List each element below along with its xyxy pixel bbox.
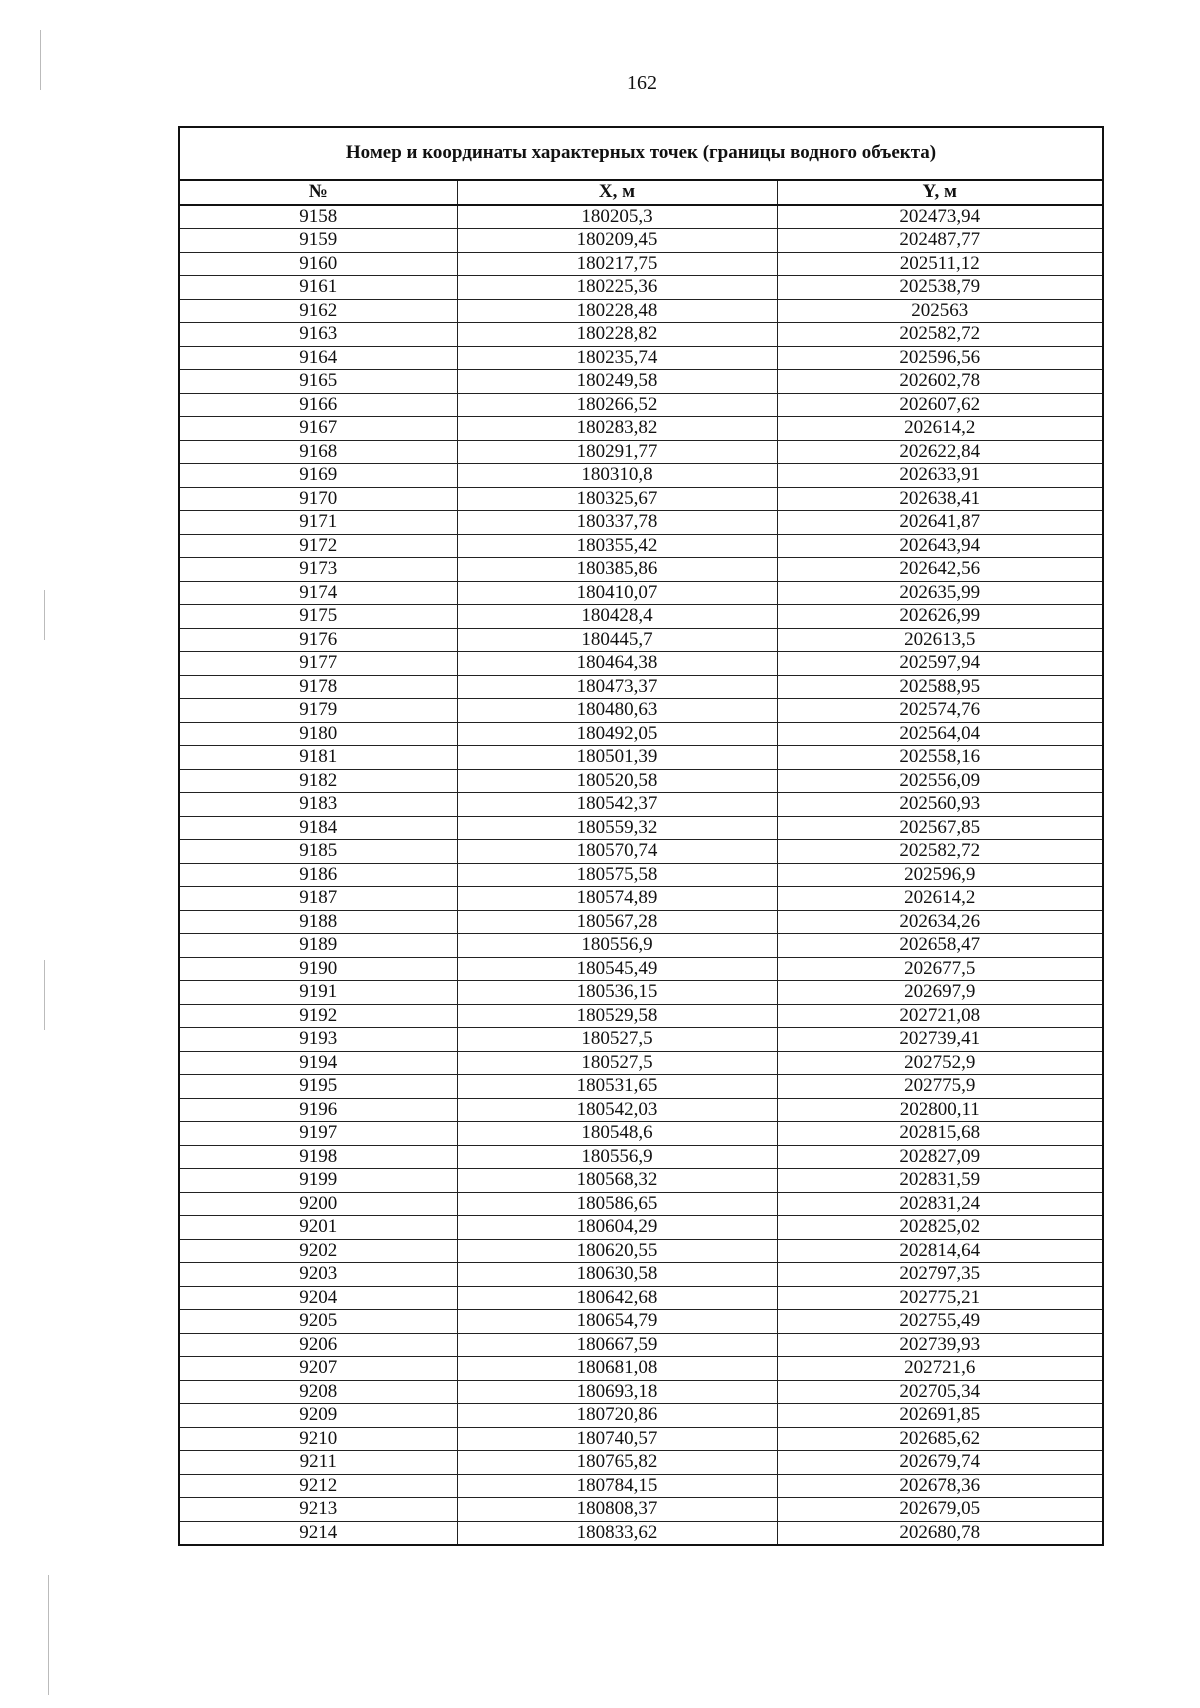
table-row — [179, 1169, 1103, 1193]
cell-x: 180520,58 — [457, 769, 777, 793]
table-row — [179, 534, 1103, 558]
table-row — [179, 558, 1103, 582]
table-row — [179, 1310, 1103, 1334]
cell-x: 180545,49 — [457, 957, 777, 981]
cell-x: 180310,8 — [457, 464, 777, 488]
cell-y: 202613,5 — [777, 628, 1103, 652]
cell-y: 202556,09 — [777, 769, 1103, 793]
cell-y: 202721,6 — [777, 1357, 1103, 1381]
cell-y: 202622,84 — [777, 440, 1103, 464]
cell-x: 180527,5 — [457, 1051, 777, 1075]
cell-y: 202642,56 — [777, 558, 1103, 582]
cell-num: 9164 — [179, 346, 457, 370]
cell-x: 180548,6 — [457, 1122, 777, 1146]
cell-y: 202597,94 — [777, 652, 1103, 676]
table-row — [179, 229, 1103, 253]
cell-x: 180228,48 — [457, 299, 777, 323]
cell-num: 9181 — [179, 746, 457, 770]
cell-y: 202487,77 — [777, 229, 1103, 253]
cell-y: 202755,49 — [777, 1310, 1103, 1334]
cell-num: 9189 — [179, 934, 457, 958]
cell-y: 202680,78 — [777, 1521, 1103, 1545]
cell-y: 202721,08 — [777, 1004, 1103, 1028]
table-row — [179, 652, 1103, 676]
table-row — [179, 1239, 1103, 1263]
cell-y: 202797,35 — [777, 1263, 1103, 1287]
table-row — [179, 957, 1103, 981]
table-row — [179, 1451, 1103, 1475]
cell-y: 202582,72 — [777, 323, 1103, 347]
table-row — [179, 1004, 1103, 1028]
cell-x: 180291,77 — [457, 440, 777, 464]
table-row — [179, 793, 1103, 817]
cell-y: 202705,34 — [777, 1380, 1103, 1404]
cell-x: 180720,86 — [457, 1404, 777, 1428]
cell-y: 202588,95 — [777, 675, 1103, 699]
cell-num: 9180 — [179, 722, 457, 746]
cell-x: 180385,86 — [457, 558, 777, 582]
cell-num: 9182 — [179, 769, 457, 793]
table-row — [179, 1051, 1103, 1075]
cell-y: 202677,5 — [777, 957, 1103, 981]
cell-num: 9190 — [179, 957, 457, 981]
cell-y: 202775,9 — [777, 1075, 1103, 1099]
cell-x: 180556,9 — [457, 1145, 777, 1169]
cell-x: 180531,65 — [457, 1075, 777, 1099]
cell-y: 202558,16 — [777, 746, 1103, 770]
cell-num: 9210 — [179, 1427, 457, 1451]
cell-y: 202582,72 — [777, 840, 1103, 864]
table-row — [179, 252, 1103, 276]
cell-num: 9201 — [179, 1216, 457, 1240]
cell-x: 180464,38 — [457, 652, 777, 676]
table-row — [179, 1216, 1103, 1240]
cell-num: 9195 — [179, 1075, 457, 1099]
cell-num: 9202 — [179, 1239, 457, 1263]
header-row — [179, 180, 1103, 205]
table-caption: Номер и координаты характерных точек (границы водного объекта) — [179, 127, 1103, 180]
cell-x: 180536,15 — [457, 981, 777, 1005]
cell-x: 180570,74 — [457, 840, 777, 864]
cell-y: 202607,62 — [777, 393, 1103, 417]
cell-y: 202634,26 — [777, 910, 1103, 934]
cell-num: 9179 — [179, 699, 457, 723]
table-row — [179, 1286, 1103, 1310]
table-row — [179, 1028, 1103, 1052]
cell-x: 180492,05 — [457, 722, 777, 746]
table-row — [179, 370, 1103, 394]
cell-y: 202831,59 — [777, 1169, 1103, 1193]
cell-x: 180337,78 — [457, 511, 777, 535]
cell-x: 180445,7 — [457, 628, 777, 652]
cell-x: 180235,74 — [457, 346, 777, 370]
cell-num: 9176 — [179, 628, 457, 652]
table-row — [179, 746, 1103, 770]
cell-x: 180620,55 — [457, 1239, 777, 1263]
cell-y: 202633,91 — [777, 464, 1103, 488]
cell-num: 9169 — [179, 464, 457, 488]
cell-num: 9161 — [179, 276, 457, 300]
table-row — [179, 722, 1103, 746]
table-row — [179, 1498, 1103, 1522]
table-row — [179, 393, 1103, 417]
table-row — [179, 675, 1103, 699]
table-row — [179, 464, 1103, 488]
cell-num: 9186 — [179, 863, 457, 887]
cell-num: 9203 — [179, 1263, 457, 1287]
table-row — [179, 840, 1103, 864]
cell-num: 9209 — [179, 1404, 457, 1428]
cell-num: 9196 — [179, 1098, 457, 1122]
cell-y: 202511,12 — [777, 252, 1103, 276]
table-row — [179, 205, 1103, 229]
cell-y: 202638,41 — [777, 487, 1103, 511]
table-row — [179, 487, 1103, 511]
cell-num: 9198 — [179, 1145, 457, 1169]
cell-num: 9187 — [179, 887, 457, 911]
cell-num: 9173 — [179, 558, 457, 582]
table-row — [179, 816, 1103, 840]
table-row — [179, 934, 1103, 958]
cell-y: 202685,62 — [777, 1427, 1103, 1451]
header-x: X, м — [457, 180, 777, 205]
table-row — [179, 1263, 1103, 1287]
table-row — [179, 910, 1103, 934]
table-row — [179, 1474, 1103, 1498]
cell-x: 180765,82 — [457, 1451, 777, 1475]
cell-num: 9165 — [179, 370, 457, 394]
cell-y: 202560,93 — [777, 793, 1103, 817]
cell-num: 9162 — [179, 299, 457, 323]
cell-x: 180740,57 — [457, 1427, 777, 1451]
table-row — [179, 1357, 1103, 1381]
table-row — [179, 1192, 1103, 1216]
cell-y: 202567,85 — [777, 816, 1103, 840]
cell-num: 9167 — [179, 417, 457, 441]
cell-y: 202538,79 — [777, 276, 1103, 300]
cell-y: 202563 — [777, 299, 1103, 323]
cell-y: 202643,94 — [777, 534, 1103, 558]
table-row — [179, 1333, 1103, 1357]
cell-x: 180559,32 — [457, 816, 777, 840]
cell-y: 202473,94 — [777, 205, 1103, 229]
table-row — [179, 1145, 1103, 1169]
cell-x: 180542,37 — [457, 793, 777, 817]
cell-x: 180542,03 — [457, 1098, 777, 1122]
cell-num: 9166 — [179, 393, 457, 417]
table-row — [179, 1380, 1103, 1404]
cell-x: 180642,68 — [457, 1286, 777, 1310]
cell-y: 202775,21 — [777, 1286, 1103, 1310]
table-body — [179, 205, 1103, 1546]
cell-x: 180654,79 — [457, 1310, 777, 1334]
cell-num: 9171 — [179, 511, 457, 535]
cell-x: 180410,07 — [457, 581, 777, 605]
table-row — [179, 1521, 1103, 1545]
cell-x: 180325,67 — [457, 487, 777, 511]
table-row — [179, 769, 1103, 793]
cell-x: 180266,52 — [457, 393, 777, 417]
cell-num: 9160 — [179, 252, 457, 276]
cell-x: 180667,59 — [457, 1333, 777, 1357]
scan-artifact — [44, 590, 45, 640]
cell-x: 180693,18 — [457, 1380, 777, 1404]
cell-num: 9191 — [179, 981, 457, 1005]
cell-num: 9177 — [179, 652, 457, 676]
cell-y: 202827,09 — [777, 1145, 1103, 1169]
cell-num: 9206 — [179, 1333, 457, 1357]
cell-y: 202815,68 — [777, 1122, 1103, 1146]
cell-y: 202678,36 — [777, 1474, 1103, 1498]
cell-num: 9207 — [179, 1357, 457, 1381]
cell-x: 180630,58 — [457, 1263, 777, 1287]
table-row — [179, 605, 1103, 629]
cell-x: 180209,45 — [457, 229, 777, 253]
cell-y: 202626,99 — [777, 605, 1103, 629]
cell-num: 9199 — [179, 1169, 457, 1193]
table-row — [179, 863, 1103, 887]
cell-y: 202739,41 — [777, 1028, 1103, 1052]
cell-num: 9205 — [179, 1310, 457, 1334]
cell-num: 9184 — [179, 816, 457, 840]
cell-y: 202564,04 — [777, 722, 1103, 746]
table-row — [179, 323, 1103, 347]
cell-num: 9170 — [179, 487, 457, 511]
cell-num: 9204 — [179, 1286, 457, 1310]
table-row — [179, 299, 1103, 323]
cell-num: 9159 — [179, 229, 457, 253]
cell-num: 9208 — [179, 1380, 457, 1404]
cell-num: 9163 — [179, 323, 457, 347]
cell-y: 202658,47 — [777, 934, 1103, 958]
table-row — [179, 417, 1103, 441]
cell-x: 180586,65 — [457, 1192, 777, 1216]
cell-x: 180808,37 — [457, 1498, 777, 1522]
scan-artifact — [44, 960, 45, 1030]
cell-x: 180567,28 — [457, 910, 777, 934]
cell-num: 9213 — [179, 1498, 457, 1522]
cell-num: 9174 — [179, 581, 457, 605]
scan-artifact — [48, 1575, 49, 1695]
cell-x: 180355,42 — [457, 534, 777, 558]
cell-y: 202825,02 — [777, 1216, 1103, 1240]
cell-num: 9192 — [179, 1004, 457, 1028]
cell-x: 180575,58 — [457, 863, 777, 887]
cell-x: 180501,39 — [457, 746, 777, 770]
cell-x: 180529,58 — [457, 1004, 777, 1028]
page-number: 162 — [627, 72, 657, 94]
cell-num: 9183 — [179, 793, 457, 817]
cell-x: 180228,82 — [457, 323, 777, 347]
cell-y: 202596,9 — [777, 863, 1103, 887]
coordinates-table — [178, 126, 1104, 1546]
cell-x: 180681,08 — [457, 1357, 777, 1381]
table-row — [179, 1404, 1103, 1428]
cell-x: 180225,36 — [457, 276, 777, 300]
table-row — [179, 981, 1103, 1005]
cell-x: 180604,29 — [457, 1216, 777, 1240]
cell-y: 202697,9 — [777, 981, 1103, 1005]
cell-y: 202602,78 — [777, 370, 1103, 394]
header-y: Y, м — [777, 180, 1103, 205]
cell-x: 180833,62 — [457, 1521, 777, 1545]
cell-num: 9214 — [179, 1521, 457, 1545]
cell-num: 9175 — [179, 605, 457, 629]
cell-num: 9194 — [179, 1051, 457, 1075]
cell-num: 9188 — [179, 910, 457, 934]
table-row — [179, 628, 1103, 652]
cell-y: 202800,11 — [777, 1098, 1103, 1122]
cell-y: 202691,85 — [777, 1404, 1103, 1428]
table-row — [179, 1075, 1103, 1099]
cell-y: 202739,93 — [777, 1333, 1103, 1357]
table-row — [179, 346, 1103, 370]
cell-x: 180205,3 — [457, 205, 777, 229]
cell-num: 9168 — [179, 440, 457, 464]
cell-y: 202641,87 — [777, 511, 1103, 535]
header-num: № — [179, 180, 457, 205]
cell-num: 9200 — [179, 1192, 457, 1216]
cell-num: 9172 — [179, 534, 457, 558]
cell-num: 9178 — [179, 675, 457, 699]
table-row — [179, 581, 1103, 605]
table-row — [179, 1098, 1103, 1122]
cell-x: 180784,15 — [457, 1474, 777, 1498]
cell-x: 180473,37 — [457, 675, 777, 699]
cell-x: 180249,58 — [457, 370, 777, 394]
table-row — [179, 440, 1103, 464]
cell-x: 180428,4 — [457, 605, 777, 629]
cell-y: 202635,99 — [777, 581, 1103, 605]
cell-num: 9211 — [179, 1451, 457, 1475]
cell-num: 9193 — [179, 1028, 457, 1052]
cell-y: 202574,76 — [777, 699, 1103, 723]
cell-num: 9212 — [179, 1474, 457, 1498]
cell-x: 180217,75 — [457, 252, 777, 276]
cell-y: 202814,64 — [777, 1239, 1103, 1263]
cell-x: 180480,63 — [457, 699, 777, 723]
cell-x: 180527,5 — [457, 1028, 777, 1052]
cell-num: 9185 — [179, 840, 457, 864]
table-row — [179, 276, 1103, 300]
cell-y: 202831,24 — [777, 1192, 1103, 1216]
table-row — [179, 699, 1103, 723]
cell-num: 9158 — [179, 205, 457, 229]
cell-y: 202614,2 — [777, 417, 1103, 441]
cell-x: 180568,32 — [457, 1169, 777, 1193]
cell-y: 202596,56 — [777, 346, 1103, 370]
table-row — [179, 511, 1103, 535]
cell-y: 202679,74 — [777, 1451, 1103, 1475]
cell-y: 202679,05 — [777, 1498, 1103, 1522]
table-row — [179, 1122, 1103, 1146]
table-row — [179, 887, 1103, 911]
cell-x: 180556,9 — [457, 934, 777, 958]
cell-y: 202614,2 — [777, 887, 1103, 911]
cell-x: 180574,89 — [457, 887, 777, 911]
cell-x: 180283,82 — [457, 417, 777, 441]
cell-y: 202752,9 — [777, 1051, 1103, 1075]
cell-num: 9197 — [179, 1122, 457, 1146]
table-row — [179, 1427, 1103, 1451]
